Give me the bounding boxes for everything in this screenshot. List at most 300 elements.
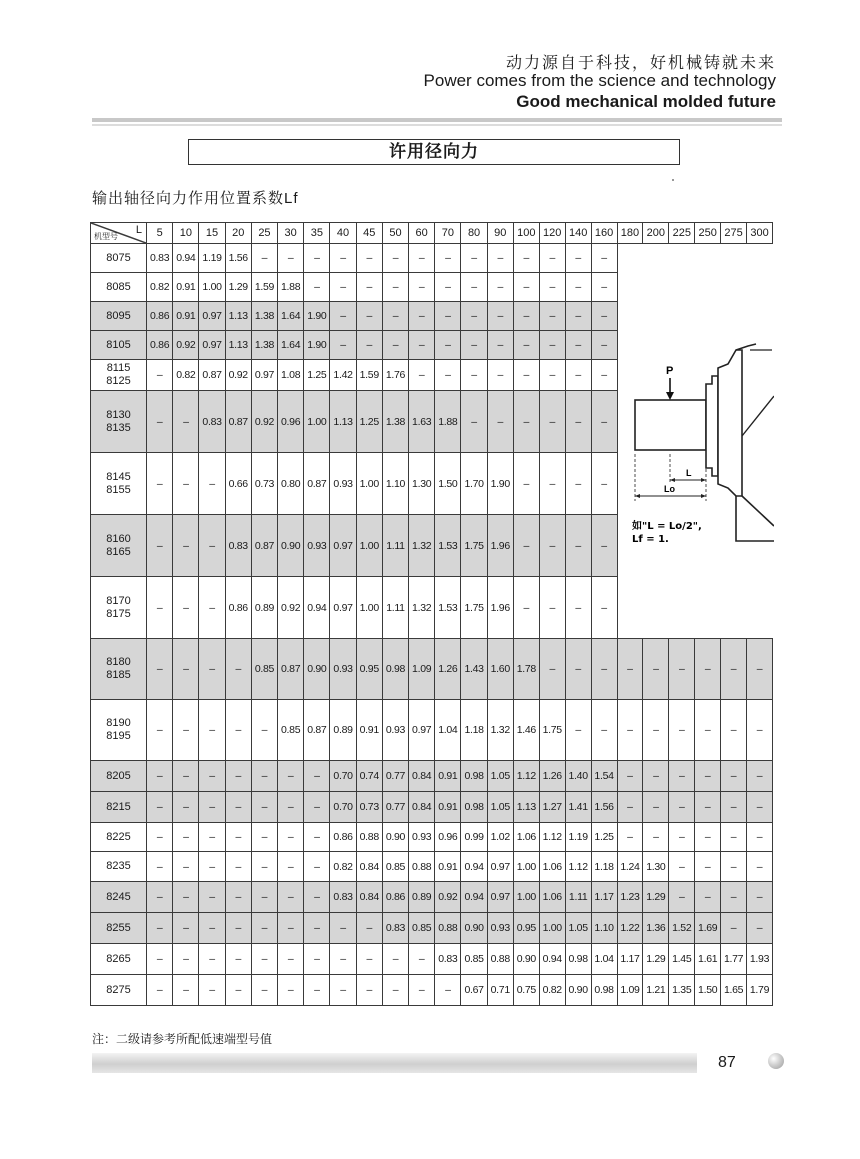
- value-cell: –: [304, 882, 330, 913]
- value-cell: 0.80: [278, 453, 304, 515]
- diagram-note-2: Lf = 1.: [632, 534, 669, 545]
- value-cell: –: [304, 944, 330, 975]
- value-cell: 1.90: [304, 302, 330, 331]
- page-number: 87: [718, 1054, 736, 1071]
- value-cell: 1.93: [747, 944, 773, 975]
- value-cell: 0.83: [225, 515, 251, 577]
- value-cell: 0.86: [147, 331, 173, 360]
- value-cell: 0.93: [487, 913, 513, 944]
- value-cell: 1.22: [617, 913, 643, 944]
- value-cell: –: [747, 700, 773, 761]
- value-cell: –: [591, 273, 617, 302]
- value-cell: –: [487, 360, 513, 391]
- value-cell: 0.75: [513, 975, 539, 1006]
- column-header: 225: [669, 223, 695, 244]
- value-cell: –: [695, 792, 721, 823]
- value-cell: 1.23: [617, 882, 643, 913]
- value-cell: 1.00: [356, 515, 382, 577]
- value-cell: 0.82: [539, 975, 565, 1006]
- value-cell: –: [147, 823, 173, 852]
- value-cell: –: [278, 823, 304, 852]
- value-cell: 1.70: [461, 453, 487, 515]
- value-cell: 0.84: [356, 852, 382, 882]
- model-number: 8165: [106, 545, 131, 558]
- value-cell: –: [147, 852, 173, 882]
- value-cell: –: [721, 852, 747, 882]
- value-cell: –: [330, 302, 356, 331]
- column-header: 80: [461, 223, 487, 244]
- model-number: 8095: [106, 309, 131, 322]
- model-number: 8180: [106, 656, 131, 668]
- value-cell: 1.05: [565, 913, 591, 944]
- value-cell: 0.86: [382, 882, 408, 913]
- value-cell: 0.89: [251, 577, 277, 639]
- value-cell: –: [669, 852, 695, 882]
- value-cell: –: [225, 761, 251, 792]
- value-cell: 0.88: [435, 913, 461, 944]
- value-cell: 1.21: [643, 975, 669, 1006]
- value-cell: –: [278, 944, 304, 975]
- value-cell: –: [669, 639, 695, 700]
- value-cell: –: [513, 273, 539, 302]
- value-cell: 0.87: [304, 700, 330, 761]
- model-cell: [91, 331, 147, 360]
- value-cell: 0.92: [278, 577, 304, 639]
- model-number: 8155: [106, 483, 131, 496]
- value-cell: 1.11: [565, 882, 591, 913]
- value-cell: 1.18: [461, 700, 487, 761]
- value-cell: 1.18: [591, 852, 617, 882]
- value-cell: 0.87: [199, 360, 225, 391]
- model-number: 8255: [106, 921, 131, 934]
- value-cell: –: [565, 453, 591, 515]
- value-cell: –: [513, 391, 539, 453]
- value-cell: 0.87: [278, 639, 304, 700]
- value-cell: –: [199, 639, 225, 700]
- value-cell: –: [251, 975, 277, 1006]
- value-cell: 1.29: [225, 273, 251, 302]
- value-cell: 0.93: [304, 515, 330, 577]
- value-cell: –: [199, 913, 225, 944]
- column-header: 30: [278, 223, 304, 244]
- dimension-label-lo: Lo: [664, 484, 675, 494]
- value-cell: 1.32: [409, 577, 435, 639]
- value-cell: 0.87: [251, 515, 277, 577]
- value-cell: 0.97: [199, 302, 225, 331]
- value-cell: –: [539, 515, 565, 577]
- value-cell: 0.94: [173, 244, 199, 273]
- value-cell: –: [409, 302, 435, 331]
- value-cell: 0.96: [278, 391, 304, 453]
- value-cell: –: [199, 852, 225, 882]
- value-cell: 1.88: [435, 391, 461, 453]
- value-cell: 1.46: [513, 700, 539, 761]
- value-cell: –: [304, 792, 330, 823]
- value-cell: 1.42: [330, 360, 356, 391]
- value-cell: –: [695, 639, 721, 700]
- stray-mark: [672, 179, 674, 181]
- value-cell: 1.08: [278, 360, 304, 391]
- diagram-area-cell: [617, 302, 773, 331]
- diagram-area-cell: [617, 577, 773, 639]
- value-cell: –: [617, 792, 643, 823]
- model-number: 8275: [106, 983, 131, 996]
- model-number: 8135: [106, 421, 131, 434]
- value-cell: –: [304, 244, 330, 273]
- value-cell: –: [435, 331, 461, 360]
- value-cell: 1.76: [382, 360, 408, 391]
- value-cell: 0.71: [487, 975, 513, 1006]
- value-cell: 0.93: [330, 453, 356, 515]
- table-row: [91, 882, 773, 913]
- value-cell: 0.92: [225, 360, 251, 391]
- value-cell: –: [721, 700, 747, 761]
- value-cell: –: [304, 273, 330, 302]
- value-cell: –: [225, 913, 251, 944]
- model-cell: [91, 792, 147, 823]
- value-cell: 1.78: [513, 639, 539, 700]
- value-cell: –: [721, 913, 747, 944]
- value-cell: 0.89: [330, 700, 356, 761]
- value-cell: 1.77: [721, 944, 747, 975]
- value-cell: 1.11: [382, 515, 408, 577]
- value-cell: 1.32: [487, 700, 513, 761]
- value-cell: –: [173, 761, 199, 792]
- value-cell: 1.05: [487, 761, 513, 792]
- value-cell: 1.69: [695, 913, 721, 944]
- value-cell: 0.97: [251, 360, 277, 391]
- value-cell: 1.75: [461, 515, 487, 577]
- value-cell: 1.00: [539, 913, 565, 944]
- column-header: 60: [409, 223, 435, 244]
- value-cell: –: [225, 882, 251, 913]
- value-cell: 0.73: [251, 453, 277, 515]
- value-cell: 1.17: [591, 882, 617, 913]
- value-cell: 1.02: [487, 823, 513, 852]
- model-cell: [91, 273, 147, 302]
- value-cell: –: [591, 302, 617, 331]
- value-cell: –: [617, 700, 643, 761]
- value-cell: –: [304, 913, 330, 944]
- value-cell: 1.56: [591, 792, 617, 823]
- diagram-area-cell: [617, 273, 773, 302]
- value-cell: 1.88: [278, 273, 304, 302]
- model-number: 8105: [106, 338, 131, 351]
- value-cell: –: [513, 515, 539, 577]
- model-number: 8160: [106, 532, 131, 545]
- value-cell: –: [278, 244, 304, 273]
- value-cell: 1.04: [435, 700, 461, 761]
- output-shaft: [635, 400, 706, 450]
- header-slogan-en-2: Good mechanical molded future: [516, 92, 776, 111]
- value-cell: –: [565, 302, 591, 331]
- value-cell: –: [565, 515, 591, 577]
- value-cell: 0.98: [382, 639, 408, 700]
- value-cell: –: [173, 577, 199, 639]
- value-cell: –: [591, 453, 617, 515]
- value-cell: –: [382, 302, 408, 331]
- value-cell: –: [225, 852, 251, 882]
- value-cell: 0.66: [225, 453, 251, 515]
- value-cell: 1.13: [513, 792, 539, 823]
- value-cell: –: [513, 453, 539, 515]
- model-cell: [91, 302, 147, 331]
- value-cell: 0.93: [382, 700, 408, 761]
- value-cell: –: [382, 975, 408, 1006]
- table-row: [91, 639, 773, 700]
- value-cell: 1.12: [513, 761, 539, 792]
- model-number: 8215: [106, 800, 131, 813]
- column-header: 10: [173, 223, 199, 244]
- value-cell: 0.90: [461, 913, 487, 944]
- model-cell: [91, 515, 147, 577]
- value-cell: 1.96: [487, 577, 513, 639]
- value-cell: –: [539, 244, 565, 273]
- value-cell: 0.83: [147, 244, 173, 273]
- value-cell: 1.30: [409, 453, 435, 515]
- value-cell: –: [225, 975, 251, 1006]
- value-cell: –: [695, 700, 721, 761]
- table-title: 输出轴径向力作用位置系数Lf: [92, 190, 299, 207]
- value-cell: –: [173, 639, 199, 700]
- value-cell: –: [409, 273, 435, 302]
- value-cell: –: [382, 244, 408, 273]
- column-header: 90: [487, 223, 513, 244]
- column-header: 5: [147, 223, 173, 244]
- value-cell: 1.54: [591, 761, 617, 792]
- value-cell: –: [721, 823, 747, 852]
- value-cell: –: [173, 944, 199, 975]
- value-cell: –: [147, 453, 173, 515]
- value-cell: –: [591, 577, 617, 639]
- table-row: [91, 273, 773, 302]
- value-cell: 1.27: [539, 792, 565, 823]
- value-cell: 0.67: [461, 975, 487, 1006]
- corner-label-l: L: [135, 224, 143, 236]
- value-cell: –: [382, 944, 408, 975]
- value-cell: –: [565, 273, 591, 302]
- value-cell: –: [591, 700, 617, 761]
- value-cell: –: [461, 391, 487, 453]
- value-cell: –: [565, 639, 591, 700]
- value-cell: –: [565, 360, 591, 391]
- value-cell: 1.09: [409, 639, 435, 700]
- value-cell: 1.00: [356, 577, 382, 639]
- value-cell: 0.94: [461, 852, 487, 882]
- value-cell: –: [409, 360, 435, 391]
- value-cell: 1.61: [695, 944, 721, 975]
- value-cell: 1.56: [225, 244, 251, 273]
- model-number: 8125: [106, 375, 131, 387]
- value-cell: 0.99: [461, 823, 487, 852]
- value-cell: –: [147, 882, 173, 913]
- value-cell: 0.91: [435, 792, 461, 823]
- value-cell: 0.82: [147, 273, 173, 302]
- value-cell: 0.91: [435, 761, 461, 792]
- value-cell: 1.96: [487, 515, 513, 577]
- value-cell: 1.79: [747, 975, 773, 1006]
- column-header: 40: [330, 223, 356, 244]
- value-cell: 0.98: [565, 944, 591, 975]
- value-cell: 0.94: [304, 577, 330, 639]
- model-cell: [91, 391, 147, 453]
- value-cell: 0.95: [513, 913, 539, 944]
- value-cell: –: [695, 823, 721, 852]
- model-cell: [91, 639, 147, 700]
- value-cell: 0.90: [278, 515, 304, 577]
- model-cell: [91, 244, 147, 273]
- value-cell: 1.36: [643, 913, 669, 944]
- value-cell: 0.98: [461, 792, 487, 823]
- value-cell: –: [487, 244, 513, 273]
- column-header: 275: [721, 223, 747, 244]
- table-row: [91, 823, 773, 852]
- value-cell: –: [199, 944, 225, 975]
- value-cell: –: [356, 273, 382, 302]
- value-cell: –: [251, 700, 277, 761]
- table-row: [91, 975, 773, 1006]
- value-cell: –: [199, 453, 225, 515]
- housing: [718, 350, 742, 496]
- value-cell: 1.65: [721, 975, 747, 1006]
- footer-bar: [92, 1053, 697, 1073]
- value-cell: 0.87: [304, 453, 330, 515]
- value-cell: 0.86: [330, 823, 356, 852]
- value-cell: –: [278, 913, 304, 944]
- value-cell: 1.25: [304, 360, 330, 391]
- column-header: 50: [382, 223, 408, 244]
- value-cell: 1.38: [251, 302, 277, 331]
- value-cell: 1.11: [382, 577, 408, 639]
- value-cell: –: [617, 639, 643, 700]
- value-cell: 0.92: [251, 391, 277, 453]
- value-cell: –: [173, 852, 199, 882]
- value-cell: –: [147, 792, 173, 823]
- value-cell: 0.88: [356, 823, 382, 852]
- footnote: 注：二级请参考所配低速端型号值: [92, 1032, 273, 1046]
- value-cell: –: [747, 792, 773, 823]
- value-cell: 0.88: [487, 944, 513, 975]
- value-cell: –: [721, 639, 747, 700]
- value-cell: 0.97: [409, 700, 435, 761]
- value-cell: –: [435, 273, 461, 302]
- value-cell: –: [539, 302, 565, 331]
- shaft-load-diagram: [624, 336, 774, 546]
- value-cell: –: [409, 331, 435, 360]
- value-cell: –: [435, 244, 461, 273]
- value-cell: –: [591, 360, 617, 391]
- value-cell: –: [173, 453, 199, 515]
- model-cell: [91, 761, 147, 792]
- table-row: [91, 577, 773, 639]
- value-cell: –: [251, 244, 277, 273]
- value-cell: 1.00: [199, 273, 225, 302]
- value-cell: –: [721, 761, 747, 792]
- value-cell: –: [487, 331, 513, 360]
- value-cell: 1.25: [591, 823, 617, 852]
- value-cell: 0.97: [487, 882, 513, 913]
- value-cell: 0.97: [199, 331, 225, 360]
- value-cell: 0.93: [330, 639, 356, 700]
- value-cell: –: [330, 913, 356, 944]
- value-cell: –: [643, 823, 669, 852]
- value-cell: 1.09: [617, 975, 643, 1006]
- model-number: 8190: [106, 717, 131, 729]
- value-cell: –: [695, 761, 721, 792]
- column-header: 100: [513, 223, 539, 244]
- value-cell: –: [304, 975, 330, 1006]
- value-cell: 0.73: [356, 792, 382, 823]
- value-cell: –: [669, 761, 695, 792]
- value-cell: 0.91: [173, 302, 199, 331]
- header-slogan-cn: 动力源自于科技，好机械铸就未来: [505, 53, 776, 72]
- value-cell: –: [278, 852, 304, 882]
- column-header: 250: [695, 223, 721, 244]
- value-cell: 1.06: [539, 882, 565, 913]
- value-cell: –: [330, 975, 356, 1006]
- value-cell: –: [251, 852, 277, 882]
- header-rule-thin: [92, 124, 782, 126]
- value-cell: 1.05: [487, 792, 513, 823]
- value-cell: 0.83: [330, 882, 356, 913]
- value-cell: 1.04: [591, 944, 617, 975]
- value-cell: –: [251, 882, 277, 913]
- value-cell: –: [147, 391, 173, 453]
- value-cell: –: [251, 913, 277, 944]
- value-cell: 0.82: [330, 852, 356, 882]
- model-number: 8115: [106, 362, 131, 374]
- corner-header-cell: [91, 223, 147, 244]
- value-cell: –: [147, 515, 173, 577]
- value-cell: 1.29: [643, 882, 669, 913]
- value-cell: –: [747, 852, 773, 882]
- value-cell: –: [225, 792, 251, 823]
- value-cell: –: [513, 244, 539, 273]
- value-cell: 0.91: [356, 700, 382, 761]
- value-cell: 1.63: [409, 391, 435, 453]
- value-cell: –: [382, 273, 408, 302]
- value-cell: 1.50: [695, 975, 721, 1006]
- value-cell: 0.92: [173, 331, 199, 360]
- value-cell: –: [747, 761, 773, 792]
- value-cell: 0.87: [225, 391, 251, 453]
- value-cell: –: [591, 391, 617, 453]
- value-cell: 1.00: [513, 852, 539, 882]
- value-cell: –: [147, 577, 173, 639]
- value-cell: 0.97: [330, 577, 356, 639]
- value-cell: 0.85: [382, 852, 408, 882]
- value-cell: –: [173, 975, 199, 1006]
- column-header: 120: [539, 223, 565, 244]
- model-cell: [91, 700, 147, 761]
- value-cell: –: [147, 761, 173, 792]
- value-cell: 0.91: [435, 852, 461, 882]
- value-cell: 1.59: [356, 360, 382, 391]
- value-cell: –: [330, 273, 356, 302]
- value-cell: –: [278, 761, 304, 792]
- value-cell: –: [173, 792, 199, 823]
- value-cell: –: [591, 244, 617, 273]
- value-cell: –: [643, 700, 669, 761]
- value-cell: 1.60: [487, 639, 513, 700]
- value-cell: –: [199, 761, 225, 792]
- value-cell: –: [304, 852, 330, 882]
- load-label-p: P: [666, 365, 674, 377]
- value-cell: –: [539, 453, 565, 515]
- value-cell: –: [487, 302, 513, 331]
- model-cell: [91, 360, 147, 391]
- value-cell: –: [643, 639, 669, 700]
